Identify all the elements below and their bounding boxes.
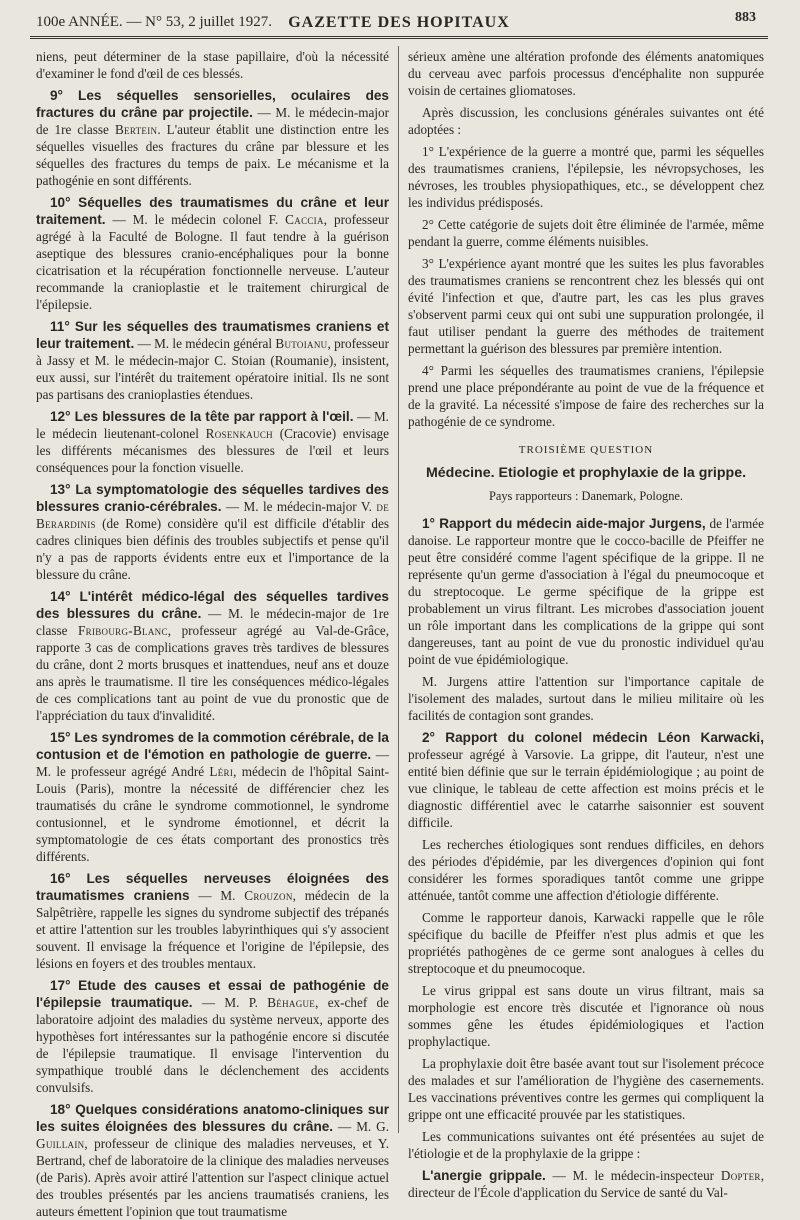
paragraph-lead: 14° L'intérêt médico-légal des séquelles tardives des blessures du crâne. bbox=[36, 589, 389, 621]
author-name: Dopter bbox=[720, 1168, 761, 1183]
paragraph bbox=[408, 1167, 764, 1201]
paragraph-intro: — M. le médecin lieutenant-colonel bbox=[36, 409, 389, 441]
paragraph bbox=[408, 1128, 764, 1162]
paragraph bbox=[36, 48, 389, 82]
paragraph-intro: — M. le médecin-major de 1re classe bbox=[36, 606, 389, 638]
paragraph-intro: — M. bbox=[189, 888, 245, 903]
paragraph-text: , ex-chef de laboratoire adjoint des maladies du système nerveux, apporte des hypothèses fort intéressantes sur la pathogénie encore si discutée de l'épilepsie traumatique. Il envisage l'intervention du sympathique troublé dans le déclenchement des accidents convulsifs. bbox=[36, 995, 389, 1095]
paragraph-text: M. Jurgens attire l'attention sur l'importance capitale de l'isolement des malades, surtout dans le milieu militaire où les facilités de contagion sont grandes. bbox=[408, 674, 764, 723]
paragraph-text: , professeur à Jassy et M. le médecin-major C. Stoian (Roumanie), insistent, eux aussi, sur l'intérêt du traitement opératoire initial. Ils ne sont pas partisans des cranioplasties étendues. bbox=[36, 336, 389, 402]
paragraph-text: , directeur de l'École d'application du Service de santé du Val- bbox=[408, 1168, 764, 1200]
paragraph-text: (de Rome) considère qu'il est difficile d'établir des cadres cliniques bien définis des troubles subjectifs et pense qu'il n'y a pas de rapports évidents entre eux et l'importance de la blessure du crâne. bbox=[36, 516, 389, 582]
paragraph-text: , médecin de la Salpêtrière, rappelle les signes du syndrome subjectif des trépanés et attire l'attention sur les troubles labyrinthiques qui s'y associent souvent. Il envisage la fréquence et l'origine de l'épilepsie, des lésions en foyers et des troubles mentaux. bbox=[36, 888, 390, 971]
paragraph bbox=[408, 729, 764, 831]
paragraph bbox=[408, 982, 764, 1050]
paragraph bbox=[408, 1055, 764, 1123]
paragraph-intro: — M. P. bbox=[192, 995, 268, 1010]
paragraph bbox=[408, 104, 764, 138]
paragraph-lead: 18° Quelques considérations anatomo-cliniques sur les suites éloignées des blessures du crâne. bbox=[36, 1102, 389, 1134]
paragraph-text: 4° Parmi les séquelles des traumatismes craniens, l'épilepsie prend une place prépondérante au point de vue de la fréquence et de la gravité. La nécessité s'impose de faire des recherches sur la pathogénie de ce syndrome. bbox=[408, 363, 764, 429]
paragraph-text: sérieux amène une altération profonde des éléments anatomiques du cerveau avec parfois processus d'encéphalite non suppurée voisin de certaines gliomatoses. bbox=[408, 49, 764, 98]
paragraph-text: , professeur agrégé à la Faculté de Bologne. Il faut tendre à la guérison aseptique des blessures cranio-encéphaliques pour la bonne cicatrisation et la récupération fonctionnelle nerveuse. L'auteur recommande la cranioplastie et le traitement chirurgical de l'épilepsie. bbox=[36, 212, 389, 312]
paragraph-text: Les recherches étiologiques sont rendues difficiles, en dehors des périodes d'épidémie, par les divergences d'opinion qui font considérer les formes sporadiques tantôt comme une grippe atténuée, tantôt comme une affection d'étiologie différente. bbox=[408, 837, 764, 903]
paragraph bbox=[408, 836, 764, 904]
paragraph-lead: 12° Les blessures de la tête par rapport à l'œil. bbox=[50, 409, 354, 424]
page-header bbox=[30, 10, 768, 39]
author-name: Béhague bbox=[267, 995, 316, 1010]
paragraph bbox=[36, 870, 389, 972]
section-label: TROISIÈME QUESTION bbox=[518, 444, 654, 456]
paragraph-text: 1° L'expérience de la guerre a montré que, parmi les séquelles des traumatismes craniens, l'épilepsie, les névropsychoses, les névroses, les troubles physiopathiques, etc., se développent chez les individus prédisposés. bbox=[408, 144, 764, 210]
paragraph-text: , professeur agrégé au Val-de-Grâce, rapporte 3 cas de complications graves très tardives de blessures du crâne, dont 2 morts brusques et inattendues, neuf ans et douze ans après le traumatisme. Il tire les conséquences médico-légales de ces complications tant au point de vue du pronostic que de l'appréciation du taux d'invalidité. bbox=[36, 623, 389, 723]
author-name: Caccia bbox=[285, 212, 324, 227]
author-name: Léri bbox=[209, 764, 234, 779]
paragraph bbox=[36, 977, 389, 1096]
paragraph-lead: 2° Rapport du colonel médecin Léon Karwacki, bbox=[422, 730, 764, 745]
paragraph-text: Après discussion, les conclusions générales suivantes ont été adoptées : bbox=[408, 105, 764, 137]
paragraph-intro: — M. le médecin colonel F. bbox=[105, 212, 286, 227]
right-column bbox=[408, 48, 764, 1200]
paragraph-intro: — M. le médecin-major V. bbox=[221, 499, 377, 514]
paragraph-intro: — M. le médecin-major de 1re classe bbox=[36, 105, 389, 137]
paragraph-text: Comme le rapporteur danois, Karwacki rappelle que le rôle spécifique du bacille de Pfeiffer n'est plus admis et que les propriétés pathogènes de ce germe sont analogues à celles du streptocoque et du pneumocoque. bbox=[408, 910, 764, 976]
paragraph-lead: 15° Les syndromes de la commotion cérébrale, de la contusion et de l'émotion en pathologie de guerre. bbox=[36, 730, 389, 762]
section-subtitle: Pays rapporteurs : Danemark, Pologne. bbox=[488, 489, 684, 503]
conclusions-block bbox=[408, 48, 764, 430]
author-name: Guillain bbox=[36, 1136, 85, 1151]
paragraph-text: professeur agrégé à Varsovie. La grippe, dit l'auteur, n'est une entité bien définie que sur le terrain épidémiologique ; au point de vue clinique, le tableau de cette affection est moins précis et le diagnostic différentiel avec le catarrhe saisonnier est souvent difficile. bbox=[408, 747, 764, 830]
paragraph bbox=[408, 515, 764, 668]
paragraph-lead: 1° Rapport du médecin aide-major Jurgens, bbox=[422, 516, 706, 531]
paragraph-intro: — M. le médecin-inspecteur bbox=[545, 1168, 721, 1183]
paragraph-text: , médecin de l'hôpital Saint-Louis (Paris), montre la nécessité de différencier chez les traumatisés du crâne le syndrome commotionnel, le syndrome contusionnel, et le syndrome émotionnel, et décrit la symptomatologie de ces états comportant des pronostics très différents. bbox=[36, 764, 389, 864]
paragraph-text: (Cracovie) envisage les différents mécanismes des blessures de l'œil et leurs conséquences pour la fonction visuelle. bbox=[36, 426, 389, 475]
paragraph bbox=[36, 408, 389, 476]
paragraph-text: , professeur de clinique des maladies nerveuses, et Y. Bertrand, chef de laboratoire de la clinique des maladies nerveuses (de Paris). Après avoir attiré l'attention sur l'aspect clinique actuel des troubles présentés par les anciens traumatisés craniens, les auteurs émettent l'opinion que tout traumatisme bbox=[36, 1136, 389, 1219]
paragraph-text: . L'auteur établit une distinction entre les séquelles visuelles des fractures du crâne par blessure et les séquelles des fractures du temps de paix. Le mécanisme et la pathogénie en sont différents. bbox=[36, 122, 390, 188]
paragraph-text: 3° L'expérience ayant montré que les suites les plus favorables des traumatismes craniens se rencontrent chez les blessés qui ont évité l'infection et que, d'autre part, les cas les plus graves s'observent parmi ceux qui ont subi une suppuration prolongée, il faut utiliser pendant la guerre des méthodes de traitement permettant la guérison des blessures par première intention. bbox=[408, 256, 764, 356]
paragraph bbox=[36, 87, 389, 189]
section-title: Médecine. Etiologie et prophylaxie de la grippe. bbox=[425, 465, 747, 481]
column-divider bbox=[398, 46, 399, 1133]
issue-info: 100e ANNÉE. — N° 53, 2 juillet 1927. bbox=[36, 14, 272, 30]
author-name: Bertein bbox=[114, 122, 158, 137]
paragraph bbox=[36, 1101, 389, 1220]
author-name: Butoianu bbox=[275, 336, 328, 351]
paragraph-text: Le virus grippal est sans doute un virus filtrant, mais sa morphologie est encore très discutée et l'ignorance où nous sommes gêne les études épidémiologiques et l'action prophylactique. bbox=[408, 983, 764, 1049]
paragraph-lead: 10° Séquelles des traumatismes du crâne et leur traitement. bbox=[36, 195, 389, 227]
page-number: 883 bbox=[735, 10, 756, 25]
paragraph bbox=[408, 216, 764, 250]
paragraph-lead: 17° Etude des causes et essai de pathogénie de l'épilepsie traumatique. bbox=[36, 978, 389, 1010]
paragraph bbox=[408, 255, 764, 357]
paragraph bbox=[36, 481, 389, 583]
author-name: Rosenkauch bbox=[205, 426, 273, 441]
journal-title: GAZETTE DES HOPITAUX bbox=[288, 14, 510, 31]
left-column bbox=[36, 48, 390, 1219]
author-name: Fribourg-Blanc bbox=[78, 623, 168, 638]
paragraph bbox=[36, 318, 389, 403]
paragraph bbox=[408, 48, 764, 99]
paragraph-text: Les communications suivantes ont été présentées au sujet de l'étiologie et de la prophylaxie de la grippe : bbox=[408, 1129, 764, 1161]
paragraph-lead: L'anergie grippale. bbox=[422, 1168, 546, 1183]
grippe-reports bbox=[408, 515, 764, 1201]
paragraph bbox=[36, 194, 389, 313]
paragraph-lead: 13° La symptomatologie des séquelles tardives des blessures cranio-cérébrales. bbox=[36, 482, 389, 514]
author-name: de Berardinis bbox=[36, 499, 390, 531]
paragraph-text: de l'armée danoise. Le rapporteur montre que le cocco-bacille de Pfeiffer ne peut être considéré comme l'agent spécifique de la grippe. Il ne représente qu'un germe d'association à l'égal du pneumocoque et du streptocoque. Le germe spécifique de la grippe est probablement un virus filtrant. Les microbes d'association jouent un rôle important dans les complications de la grippe qui sont dangereuses, tant au point de vue du pronostic individuel qu'au point de vue épidémiologique. bbox=[408, 516, 764, 667]
author-name: Crouzon bbox=[244, 888, 293, 903]
paragraph bbox=[36, 588, 389, 724]
paragraph bbox=[408, 362, 764, 430]
paragraph bbox=[36, 729, 389, 865]
paragraph-text: 2° Cette catégorie de sujets doit être éliminée de l'armée, même pendant la guerre, comme éléments nuisibles. bbox=[408, 217, 764, 249]
paragraph-lead: 11° Sur les séquelles des traumatismes craniens et leur traitement. bbox=[36, 319, 389, 351]
paragraph-intro: — M. G. bbox=[333, 1119, 390, 1134]
paragraph bbox=[408, 143, 764, 211]
paragraph-lead: 16° Les séquelles nerveuses éloignées des traumatismes craniens bbox=[36, 871, 389, 903]
paragraph-text: La prophylaxie doit être basée avant tout sur l'isolement précoce des malades et sur l'amélioration de l'hygiène des casernements. Les vaccinations préventives contre les germes qui compliquent la grippe ont une efficacité prouvée par les statistiques. bbox=[408, 1056, 764, 1122]
paragraph-lead: 9° Les séquelles sensorielles, oculaires des fractures du crâne par projectile. bbox=[36, 88, 389, 120]
paragraph bbox=[408, 909, 764, 977]
paragraph-text: niens, peut déterminer de la stase papillaire, d'où la nécessité d'examiner le fond d'œil de ces blessés. bbox=[36, 49, 389, 81]
paragraph bbox=[408, 673, 764, 724]
paragraph-intro: — M. le professeur agrégé André bbox=[36, 747, 390, 779]
paragraph-intro: — M. le médecin général bbox=[134, 336, 276, 351]
